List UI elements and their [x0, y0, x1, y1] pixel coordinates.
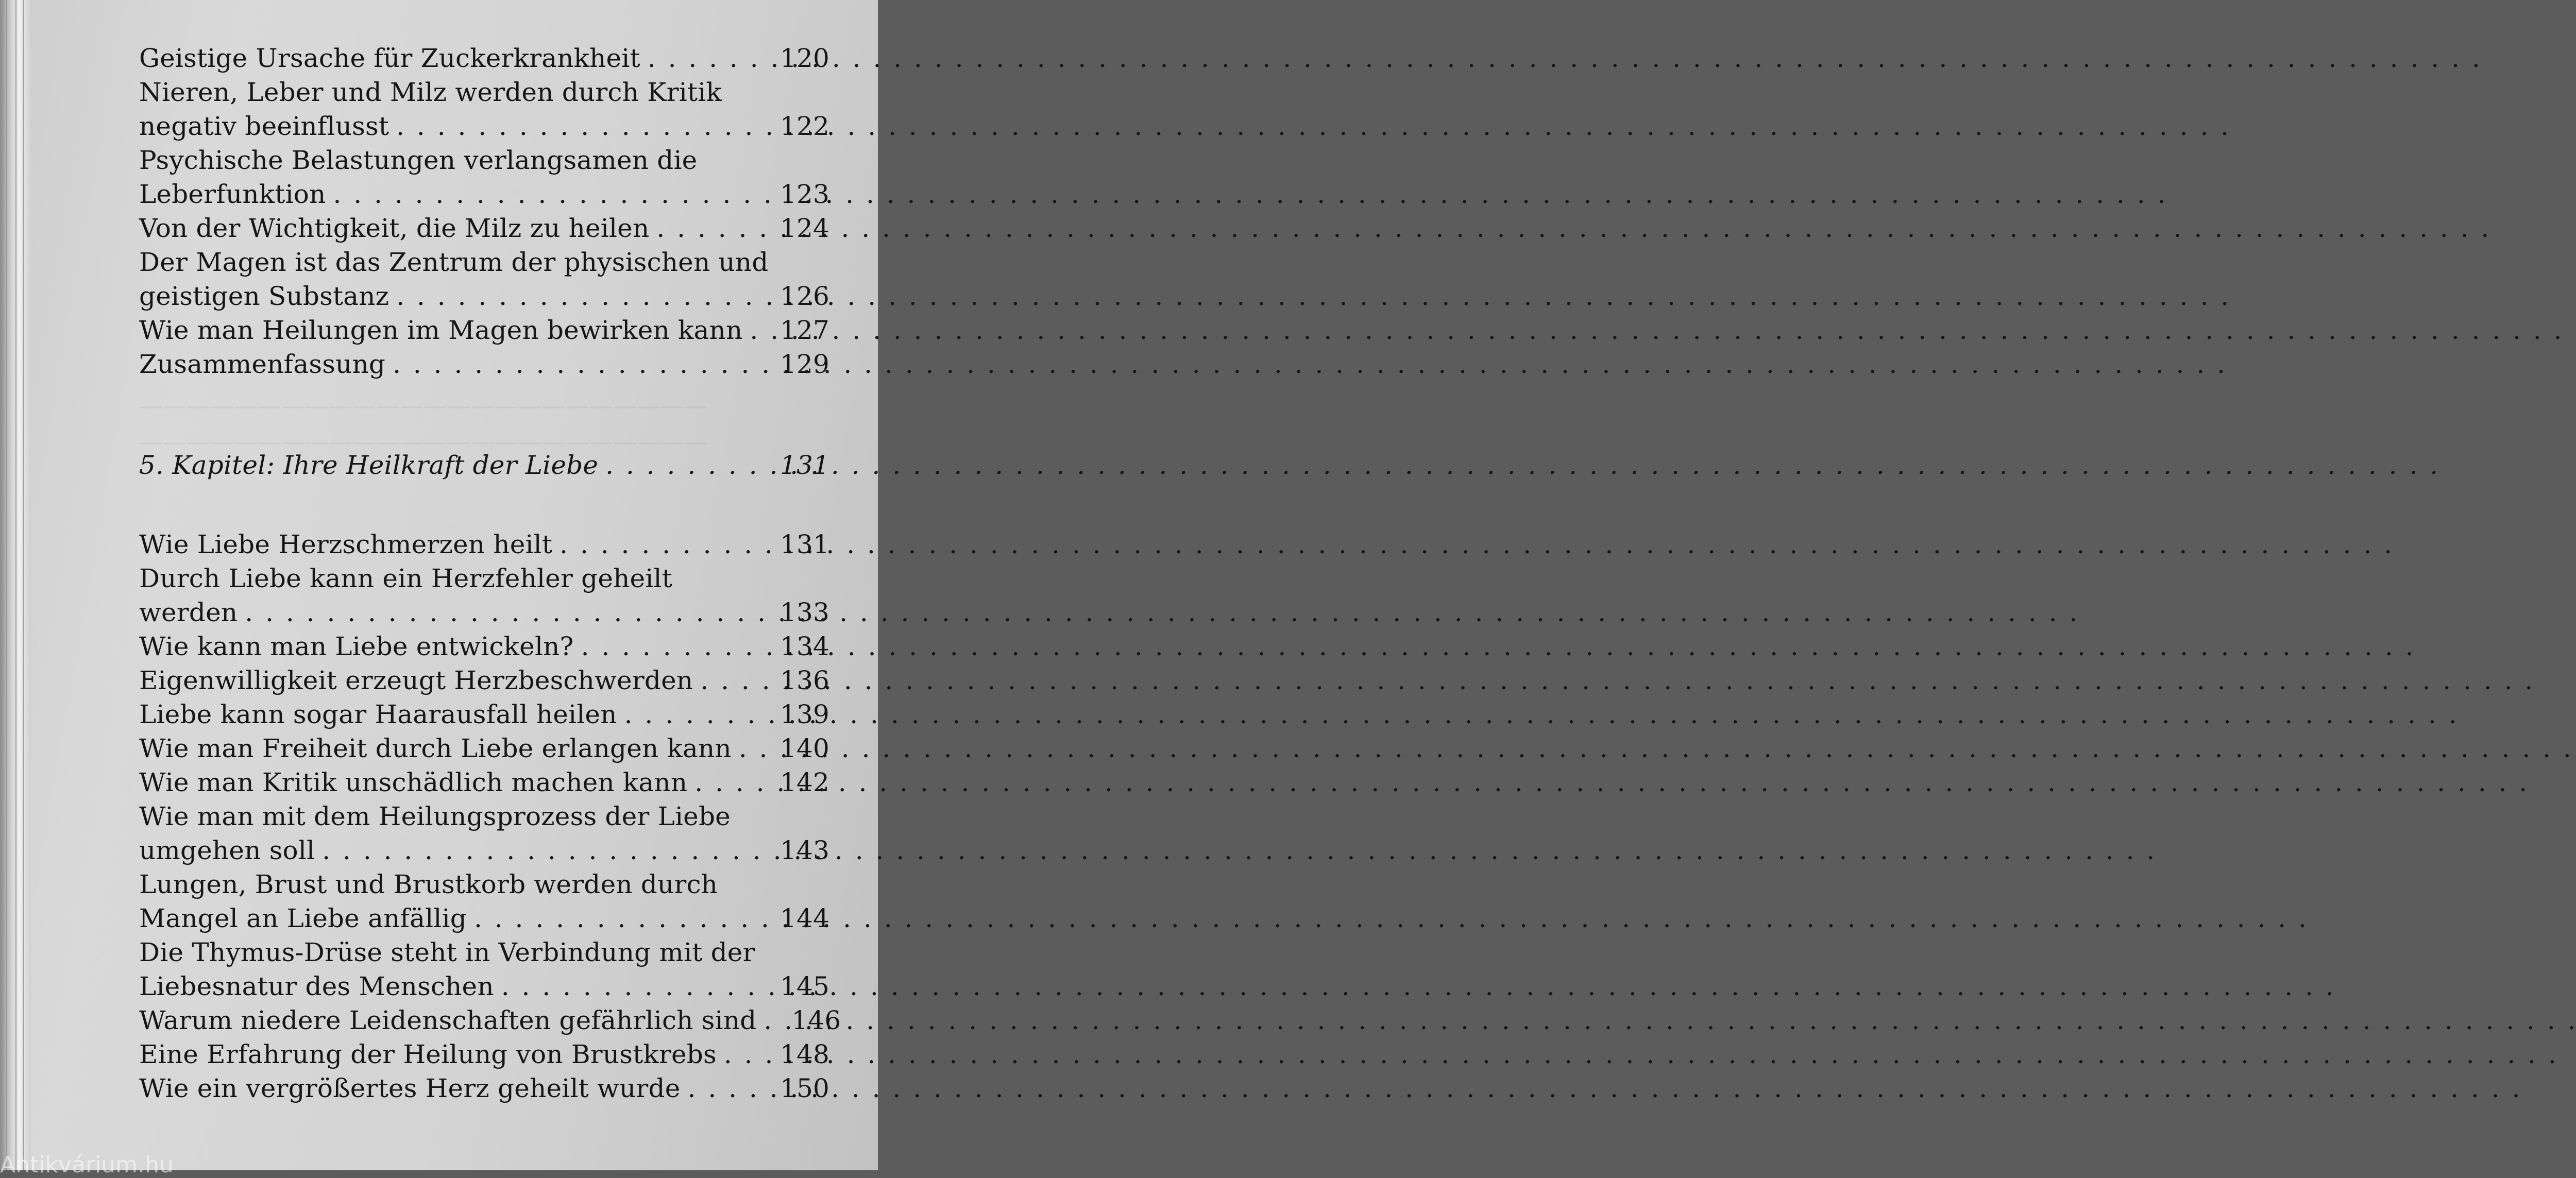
toc-entry[interactable] [139, 1003, 841, 1037]
toc-entry-title: Liebesnatur des Menschen [139, 971, 494, 1001]
leader-dots [322, 833, 773, 867]
toc-entry-row [139, 901, 829, 935]
page-number: 136 [779, 665, 829, 695]
page-number: 127 [779, 315, 829, 345]
toc-entry-row [139, 177, 829, 211]
toc-entry-row [139, 969, 829, 1003]
toc-entry[interactable] [139, 697, 829, 731]
watermark: Antikvárium.hu [0, 1152, 174, 1178]
page-number: 144 [779, 903, 829, 933]
toc-entry-row [139, 279, 829, 313]
toc-entry-row [139, 595, 829, 629]
leader-dots [688, 1071, 773, 1105]
leader-dots [694, 765, 773, 799]
page-number: 134 [779, 631, 829, 661]
page-number: 145 [779, 971, 829, 1001]
page-number: 146 [791, 1005, 841, 1035]
leader-dots [393, 347, 773, 381]
toc-entry[interactable] [139, 1071, 829, 1105]
toc-entry-title-line: Der Magen ist das Zentrum der physischen und [139, 247, 769, 277]
toc-entry-row [139, 629, 829, 663]
leader-dots [605, 448, 773, 482]
toc-entry-title: Mangel an Liebe anfällig [139, 903, 467, 933]
leader-dots [581, 629, 773, 663]
toc-entry-title: umgehen soll [139, 835, 315, 865]
page-number: 126 [779, 281, 829, 311]
toc-entry-title: negativ beeinflusst [139, 111, 389, 141]
chapter-page-number: 131 [779, 450, 829, 480]
page-number: 142 [779, 767, 829, 797]
toc-entry-title: werden [139, 597, 238, 627]
page-number: 150 [779, 1073, 829, 1103]
toc-entry-title: geistigen Substanz [139, 281, 389, 311]
toc-entry[interactable] [139, 347, 829, 381]
toc-entry-title-line: Lungen, Brust und Brustkorb werden durch [139, 869, 718, 899]
page-number: 129 [779, 349, 829, 379]
toc-entry[interactable] [139, 765, 829, 799]
toc-entry[interactable] [139, 75, 829, 143]
toc-entry[interactable] [139, 629, 829, 663]
toc-entry-title: Wie man Kritik unschädlich machen kann [139, 767, 688, 797]
toc-entry[interactable] [139, 663, 829, 697]
leader-dots [624, 697, 773, 731]
leader-dots [560, 527, 773, 561]
toc-entry-title: Eine Erfahrung der Heilung von Brustkrebs [139, 1039, 717, 1069]
toc-entry-row [139, 1037, 829, 1071]
toc-entry-row [139, 41, 829, 75]
leader-dots [750, 313, 773, 347]
toc-entry[interactable] [139, 561, 829, 629]
book-page-photo [0, 0, 878, 1178]
leader-dots [245, 595, 773, 629]
page-number: 123 [779, 179, 829, 209]
toc-entry-title: Wie ein vergrößertes Herz geheilt wurde [139, 1073, 681, 1103]
toc-entry[interactable] [139, 143, 829, 211]
leader-dots [656, 211, 773, 245]
toc-entry-row [139, 313, 829, 347]
toc-entry[interactable] [139, 867, 829, 935]
toc-section-2 [139, 527, 841, 1105]
toc-entry-title-line: Durch Liebe kann ein Herzfehler geheilt [139, 564, 673, 593]
page-number: 120 [779, 43, 829, 73]
toc-entry-row [139, 697, 829, 731]
toc-entry-row [139, 527, 829, 561]
chapter-heading[interactable] [139, 448, 829, 482]
page-number: 131 [779, 530, 829, 559]
toc-entry-title: Wie man Heilungen im Magen bewirken kann [139, 315, 743, 345]
leader-dots [739, 731, 773, 765]
toc-entry[interactable] [139, 527, 829, 561]
toc-entry-title: Eigenwilligkeit erzeugt Herzbeschwerden [139, 665, 693, 695]
leader-dots [474, 901, 773, 935]
toc-entry-row [139, 663, 829, 697]
toc-entry[interactable] [139, 935, 829, 1003]
toc-entry[interactable] [139, 799, 829, 867]
page-number: 124 [779, 213, 829, 243]
toc-entry-title-line: Nieren, Leber und Milz werden durch Kritik [139, 77, 722, 107]
toc-entry[interactable] [139, 731, 829, 765]
toc-entry-title-line: Psychische Belastungen verlangsamen die [139, 145, 698, 175]
toc-entry-row [139, 1071, 829, 1105]
toc-entry-title: Von der Wichtigkeit, die Milz zu heilen [139, 213, 650, 243]
page-number: 139 [779, 699, 829, 729]
toc-entry-row [139, 211, 829, 245]
toc-entry-row [139, 731, 829, 765]
page-number: 143 [779, 835, 829, 865]
page-number: 148 [779, 1039, 829, 1069]
toc-entry-row [139, 109, 829, 143]
toc-entry-row [139, 833, 829, 867]
toc-entry-row [139, 765, 829, 799]
toc-entry[interactable] [139, 1037, 829, 1071]
toc-entry-title: Warum niedere Leidenschaften gefährlich sind [139, 1005, 757, 1035]
toc-entry-row [139, 347, 829, 381]
chapter-title: 5. Kapitel: Ihre Heilkraft der Liebe [139, 450, 599, 480]
toc-entry-row [139, 1003, 841, 1037]
page-number: 140 [779, 733, 829, 763]
leader-dots [724, 1037, 773, 1071]
toc-entry[interactable] [139, 313, 829, 347]
toc-entry-title: Leberfunktion [139, 179, 326, 209]
toc-entry-title: Wie Liebe Herzschmerzen heilt [139, 530, 553, 559]
table-of-contents [139, 41, 841, 1105]
leader-dots [764, 1003, 784, 1037]
bleed-through-text: ———————————————————————— [139, 428, 708, 455]
leader-dots [648, 41, 773, 75]
toc-entry-title: Wie man Freiheit durch Liebe erlangen kann [139, 733, 732, 763]
leader-dots [396, 109, 773, 143]
toc-section-1 [139, 41, 829, 381]
leader-dots [501, 969, 773, 1003]
toc-entry-title-line: Die Thymus-Drüse steht in Verbindung mit der [139, 937, 755, 967]
toc-entry-title: Zusammenfassung [139, 349, 386, 379]
toc-entry[interactable] [139, 211, 829, 245]
page-number: 133 [779, 597, 829, 627]
toc-entry-title: Geistige Ursache für Zuckerkrankheit [139, 43, 640, 73]
bleed-through-text: ———————————————————————— [139, 391, 708, 419]
leader-dots [333, 177, 773, 211]
toc-entry-title-line: Wie man mit dem Heilungsprozess der Liebe [139, 801, 731, 831]
page-number: 122 [779, 111, 829, 141]
toc-entry[interactable] [139, 245, 829, 313]
toc-entry-title: Wie kann man Liebe entwickeln? [139, 631, 574, 661]
toc-entry-title: Liebe kann sogar Haarausfall heilen [139, 699, 617, 729]
leader-dots [700, 663, 773, 697]
toc-entry[interactable] [139, 41, 829, 75]
leader-dots [396, 279, 773, 313]
